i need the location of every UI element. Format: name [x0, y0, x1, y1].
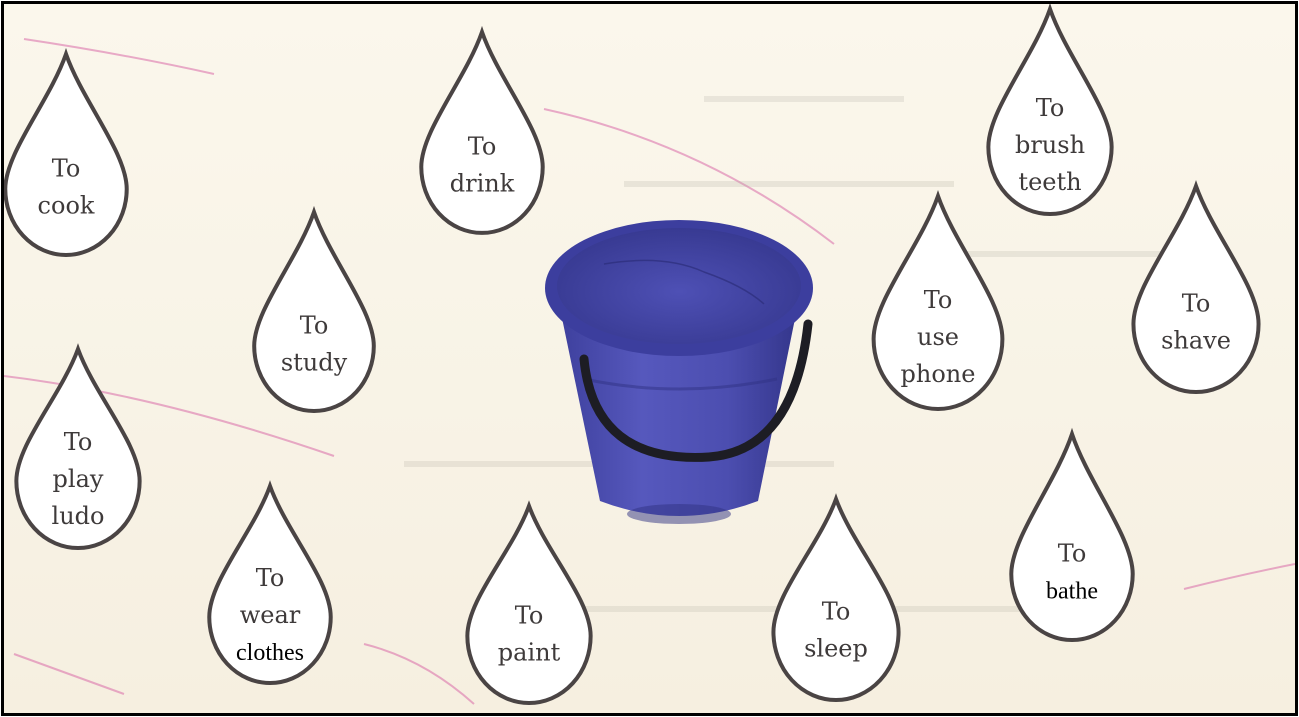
water-drop-text: use	[917, 323, 959, 351]
water-drop-text: clothes	[236, 640, 304, 666]
water-drop-text: sleep	[804, 634, 868, 663]
water-drop	[421, 32, 542, 233]
water-drop-text: To	[51, 154, 81, 183]
water-drop-text: To	[514, 601, 544, 630]
water-drop-text: To	[255, 564, 285, 592]
water-drop-text: To	[467, 132, 497, 161]
water-drop-text: shave	[1161, 326, 1231, 355]
water-drop-text: phone	[900, 360, 976, 388]
water-drop-text: brush	[1014, 131, 1086, 159]
water-drop-text: To	[299, 311, 329, 340]
water-drop	[874, 196, 1003, 409]
water-drop	[254, 212, 374, 411]
worksheet-frame	[1, 1, 1298, 716]
water-drop	[467, 506, 590, 703]
water-drop	[1011, 434, 1132, 640]
water-drop-text: paint	[497, 638, 561, 667]
water-drop-text: teeth	[1018, 168, 1082, 196]
water-drop-text: drink	[449, 169, 515, 198]
water-drop-text: To	[63, 428, 93, 456]
water-drop	[773, 499, 898, 700]
water-drop	[209, 486, 330, 683]
water-drop	[1133, 186, 1258, 392]
water-drop-text: cook	[37, 191, 95, 220]
water-drop-text: ludo	[51, 502, 105, 530]
water-drop-text: To	[1181, 289, 1211, 318]
water-drop-text: To	[1057, 539, 1087, 568]
bucket-icon	[545, 220, 813, 524]
water-drop-text: bathe	[1046, 578, 1098, 605]
water-drop-text: play	[52, 465, 104, 493]
water-drop	[5, 54, 126, 255]
worksheet-canvas	[4, 4, 1295, 713]
water-drop-text: To	[821, 597, 851, 626]
water-drop-text: To	[1035, 94, 1065, 122]
water-drop-text: To	[923, 286, 953, 314]
water-drop-text: wear	[239, 601, 301, 629]
water-drop-outline	[1011, 434, 1132, 640]
water-drop	[16, 349, 139, 548]
water-drop	[988, 9, 1111, 214]
water-drop-text: study	[280, 348, 348, 377]
